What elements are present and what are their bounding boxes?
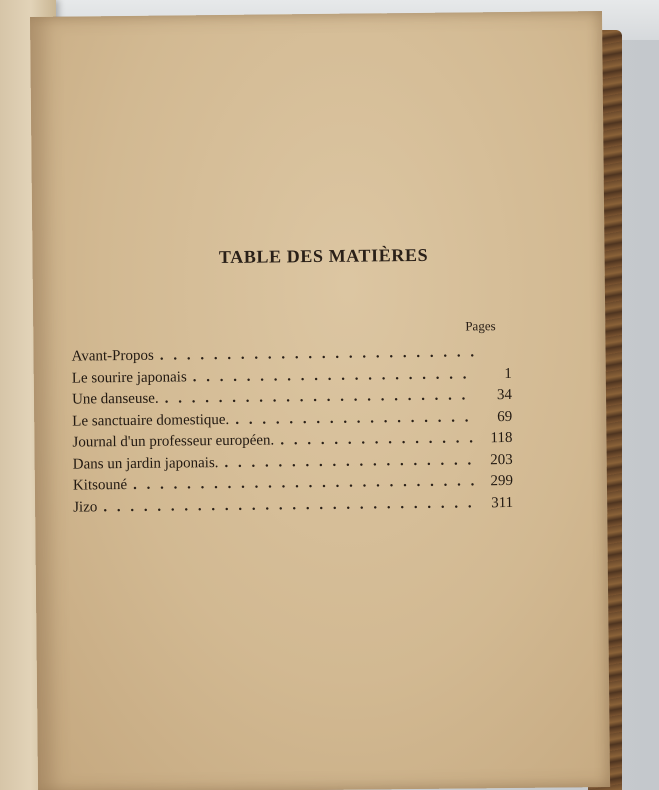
dot-leader — [218, 452, 474, 472]
toc-entry-page: 311 — [491, 494, 514, 511]
toc-entry — [73, 494, 513, 520]
toc-entry-title: Le sanctuaire domestique. — [72, 411, 230, 430]
toc-entry-title: Journal d'un professeur européen. — [72, 432, 275, 451]
dot-leader — [229, 409, 474, 429]
dot-leader — [154, 344, 474, 364]
dot-leader — [274, 430, 474, 449]
toc-entry-title: Dans un jardin japonais. — [72, 454, 219, 473]
toc-entry-title: Avant-Propos — [71, 347, 154, 365]
toc-entry-page: 203 — [490, 451, 513, 468]
toc-entry-title: Kitsouné — [72, 477, 128, 494]
dot-leader — [159, 387, 475, 407]
dot-leader — [127, 473, 475, 494]
toc-entry-page: 118 — [490, 429, 513, 447]
dot-leader — [187, 366, 474, 386]
toc-entry-page: 1 — [504, 365, 512, 382]
toc-entry-page: 299 — [490, 472, 513, 490]
dot-leader — [97, 495, 475, 516]
toc-entry-title: Jizo — [73, 498, 98, 516]
book-page — [30, 11, 610, 790]
page-title: TABLE DES MATIÈRES — [218, 244, 429, 268]
pages-column-header: Pages — [465, 318, 496, 334]
toc-entry-page: 69 — [497, 408, 513, 425]
toc-entry-title: Le sourire japonais — [71, 368, 187, 387]
toc-entry-page: 34 — [496, 386, 513, 404]
toc-entry-title: Une danseuse. — [71, 390, 159, 408]
table-of-contents — [71, 344, 513, 521]
